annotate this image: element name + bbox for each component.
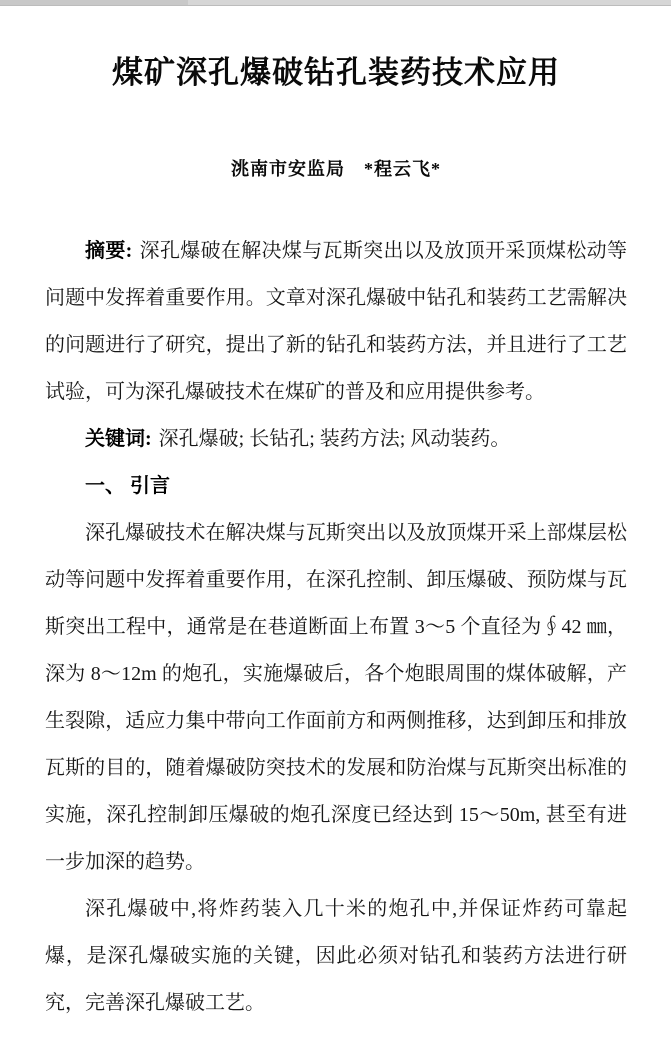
abstract-label: 摘要:: [85, 240, 133, 262]
abstract-text: 深孔爆破在解决煤与瓦斯突出以及放顶开采顶煤松动等问题中发挥着重要作用。文章对深孔爆破中钻孔和装药工艺需解决的问题进行了研究，提出了新的钻孔和装药方法，并且进行了工艺试验，可为深孔爆破技术在煤矿的普及和应用提供参考。: [45, 240, 627, 403]
keywords-paragraph: [45, 416, 627, 463]
keywords-text: 深孔爆破; 长钻孔; 装药方法; 风动装药。: [158, 428, 511, 450]
document-body: [0, 5, 671, 1027]
body-paragraph: 深孔爆破技术在解决煤与瓦斯突出以及放顶煤开采上部煤层松动等问题中发挥着重要作用，在深孔控制、卸压爆破、预防煤与瓦斯突出工程中，通常是在巷道断面上布置 3～5 个直径为∮42 ㎜，深为 8～12m 的炮孔，实施爆破后，各个炮眼周围的煤体破解，产生裂隙，适应力集中带向工作面前方和两侧推移，达到卸压和排放瓦斯的目的，随着爆破防突技术的发展和防治煤与瓦斯突出标准的实施，深孔控制卸压爆破的炮孔深度已经达到 15～50m, 甚至有进一步加深的趋势。: [45, 522, 627, 873]
keywords-label: 关键词:: [85, 428, 152, 450]
article-content: [45, 228, 627, 1027]
body-paragraph: 深孔爆破中,将炸药装入几十米的炮孔中,并保证炸药可靠起爆，是深孔爆破实施的关键，因此必须对钻孔和装药方法进行研究，完善深孔爆破工艺。: [45, 898, 627, 1014]
section-heading-introduction: 一、 引言: [85, 475, 170, 497]
page-title: 煤矿深孔爆破钻孔装药技术应用: [112, 55, 560, 90]
author-line: 洮南市安监局 *程云飞*: [231, 159, 441, 179]
abstract-paragraph: [45, 228, 627, 416]
